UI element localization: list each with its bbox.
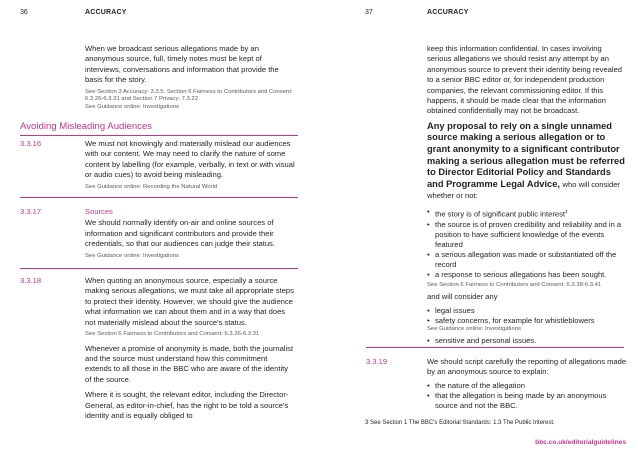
page-number: 36: [20, 9, 28, 16]
clause-3-3-19: [427, 357, 627, 411]
guidelines-url[interactable]: bbc.co.uk/editorialguidelines: [535, 439, 626, 446]
clause-number: 3.3.17: [20, 207, 42, 216]
clause-3-3-17: [85, 207, 295, 260]
list-item: • the story is of significant public interest$^3$: [427, 207, 568, 219]
clause-paragraph: Whenever a promise of anonymity is made, both the journalist and the source must understand how this commitment extends to all those in the BBC who are aware of the identity of the source.: [85, 343, 294, 384]
right-page: [319, 0, 638, 453]
continued-block: [427, 44, 627, 346]
issues-list-cont: [427, 336, 627, 346]
referral-paragraph: [427, 121, 627, 202]
clause-3-3-16: [85, 139, 295, 191]
clause-paragraph: Where it is sought, the relevant editor, including the Director-General, as editor-in-chief, has the right to be told a source's identity and is equally obliged to: [85, 390, 289, 421]
clause-3-3-18: [85, 276, 295, 421]
section-rule: [20, 135, 298, 136]
footnote: 3 See Section 1 The BBC's Editorial Standards: 1.3 The Public Interest.: [365, 420, 555, 426]
intro-block: [85, 44, 295, 111]
clause-rule: [366, 347, 624, 348]
guidance-link[interactable]: See Guidance online: Investigations: [427, 325, 521, 332]
list-item: • a serious allegation was made or substantiated off the record: [427, 249, 617, 269]
page-number: 37: [365, 9, 373, 16]
list-item: • that the allegation is being made by an anonymous source and not the BBC.: [427, 390, 607, 410]
list-item: • sensitive and personal issues.: [427, 336, 537, 346]
clause-number: 3.3.16: [20, 139, 42, 148]
clause-text: We must not knowingly and materially mislead our audiences with our content. We may need to clarify the nature of some content by labelling (for example, verbally, in text or with visual or audio cues) to avoid being misleading.: [85, 139, 295, 180]
guidance-link[interactable]: See Guidance online: Investigations: [85, 252, 179, 259]
referral-bold: Any proposal to rely on a single unnamed source making a serious allegation or to grant anonymity to a significant contributor making a serious allegation must be referred to Director Editorial Policy and Standards and Programme Legal Advice,: [427, 120, 625, 189]
clause-subhead: Sources: [85, 207, 113, 216]
explain-list: [427, 381, 627, 411]
clause-rule: [20, 197, 298, 198]
running-header: ACCURACY: [85, 9, 127, 16]
clause-text: We should script carefully the reporting of allegations made by an anonymous source to explain:: [427, 357, 627, 377]
list-item: • a response to serious allegations has been sought.: [427, 269, 607, 279]
guidance-link[interactable]: See Guidance online: Investigations: [85, 103, 179, 110]
clause-number: 3.3.19: [366, 357, 388, 366]
clause-rule: [20, 268, 298, 269]
clause-text: When quoting an anonymous source, especially a source making serious allegations, we must take all appropriate steps to protect their identity. However, we should give the audience what information we can about them and in a way that does not materially mislead about the source's status.: [85, 276, 294, 327]
section-reference[interactable]: See Section 6 Fairness to Contributors and Consent: 6.3.26-6.3.31: [85, 331, 260, 338]
intro-reference: See Section 3 Accuracy: 3.3.5, Section 6 Fairness to Contributors and Consent: 6.3.26-6.3.31 and Section 7 Privacy: 7.3.22: [85, 88, 293, 103]
list-item: • the nature of the allegation: [427, 380, 525, 390]
clause-text: We should normally identify on-air and online sources of information and significant contributors and provide their credentials, so that our audiences can judge their status.: [85, 218, 275, 249]
consider-any-text: and will consider any: [427, 292, 498, 302]
issues-list: [427, 306, 627, 326]
list-item: • the source is of proven credibility and reliability and in a position to have sufficient knowledge of the events featured: [427, 219, 622, 249]
continued-paragraph: keep this information confidential. In cases involving serious allegations we should resist any attempt by an anonymous source to prevent their identity being revealed to a senior BBC editor or, for independent production companies, the relevant commissioning editor. If this happens, it should be made clear that the information obtained confidentially may not be broadcast.: [427, 44, 623, 116]
intro-paragraph: When we broadcast serious allegations made by an anonymous source, full, timely notes must be kept of interviews, conversations and information that provide the basis for the story.: [85, 44, 279, 85]
criteria-list: [427, 207, 627, 280]
running-header: ACCURACY: [427, 9, 469, 16]
list-item: • safety concerns, for example for whistleblowers: [427, 315, 595, 325]
clause-number: 3.3.18: [20, 276, 42, 285]
section-reference[interactable]: See Section 6 Fairness to Contributors and Consent: 6.3.38-6.3.41: [427, 281, 602, 288]
footnote-mark[interactable]: 3: [565, 209, 568, 214]
section-title: Avoiding Misleading Audiences: [20, 121, 153, 132]
list-item: • legal issues: [427, 305, 475, 315]
referral-tail: who will consider whether or not:: [427, 179, 620, 201]
guidance-link[interactable]: See Guidance online: Recording the Natural World: [85, 183, 218, 190]
